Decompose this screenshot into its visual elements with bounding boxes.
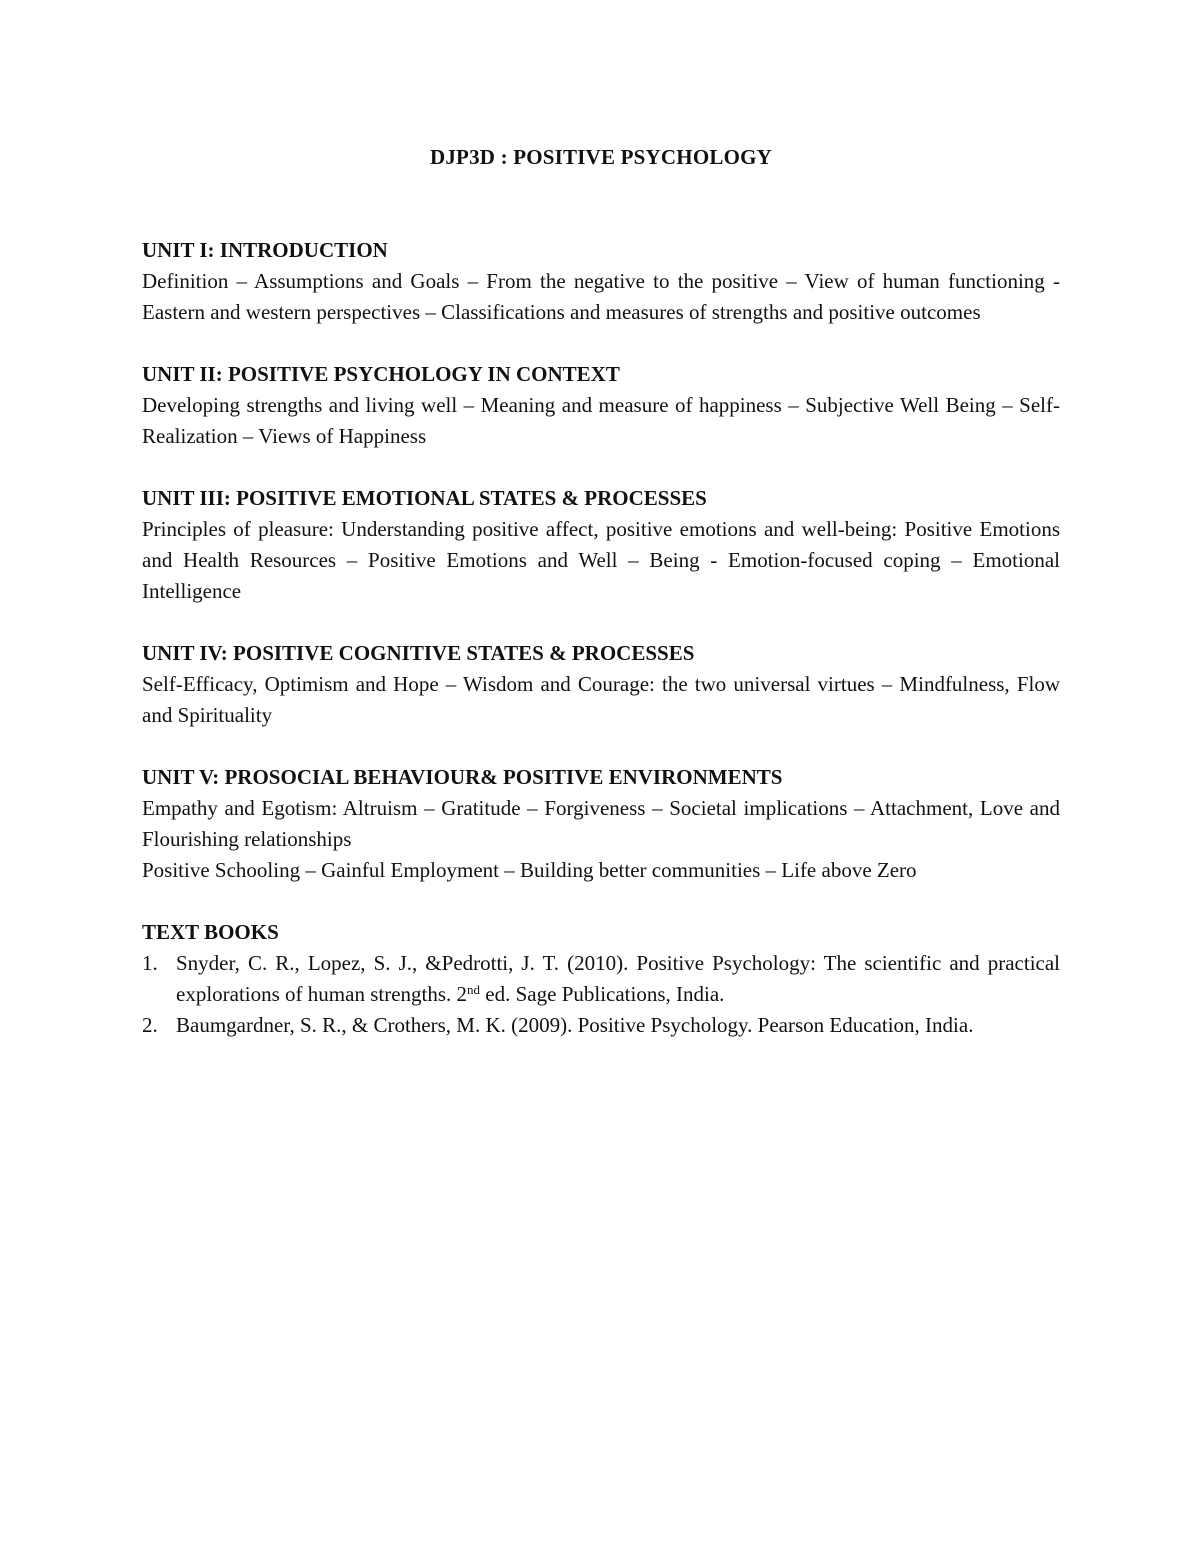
unit-heading: UNIT IV: POSITIVE COGNITIVE STATES & PROCESSES <box>142 641 695 665</box>
unit-description-continued: Positive Schooling – Gainful Employment – Building better communities – Life above Zero <box>142 858 917 882</box>
unit-description: Empathy and Egotism: Altruism – Gratitude – Forgiveness – Societal implications – Attachment, Love and Flourishing relationships <box>142 796 1060 851</box>
list-number: 1. <box>142 951 158 975</box>
book-reference <box>142 948 1060 1010</box>
units-section <box>142 235 1060 1072</box>
unit-5 <box>142 762 1060 886</box>
unit-heading: UNIT I: INTRODUCTION <box>142 238 388 262</box>
book-reference <box>142 1010 1060 1041</box>
unit-heading: UNIT V: PROSOCIAL BEHAVIOUR& POSITIVE ENVIRONMENTS <box>142 765 783 789</box>
text-books-heading: TEXT BOOKS <box>142 920 279 944</box>
list-number: 2. <box>142 1013 158 1037</box>
unit-2 <box>142 359 1060 452</box>
unit-heading: UNIT II: POSITIVE PSYCHOLOGY IN CONTEXT <box>142 362 620 386</box>
unit-1 <box>142 235 1060 328</box>
unit-heading: UNIT III: POSITIVE EMOTIONAL STATES & PROCESSES <box>142 486 707 510</box>
edition-superscript: nd <box>467 982 481 997</box>
reference-text: Baumgardner, S. R., & Crothers, M. K. (2009). Positive Psychology. Pearson Education, India. <box>176 1013 974 1037</box>
unit-4 <box>142 638 1060 731</box>
page-title: DJP3D : POSITIVE PSYCHOLOGY <box>429 145 772 169</box>
reference-text: Snyder, C. R., Lopez, S. J., &Pedrotti, J. T. (2010). Positive Psychology: The scientific and practical explorations of human strengths. 2 <box>176 951 1060 1006</box>
unit-description: Definition – Assumptions and Goals – From the negative to the positive – View of human functioning - Eastern and western perspectives – Classifications and measures of strengths and positive outcomes <box>142 269 1060 324</box>
unit-description: Developing strengths and living well – Meaning and measure of happiness – Subjective Well Being – Self-Realization – Views of Happiness <box>142 393 1060 448</box>
unit-description: Principles of pleasure: Understanding positive affect, positive emotions and well-being: Positive Emotions and Health Resources – Positive Emotions and Well – Being - Emotion-focused coping – Emotional Intelligence <box>142 517 1060 603</box>
unit-description: Self-Efficacy, Optimism and Hope – Wisdom and Courage: the two universal virtues – Mindfulness, Flow and Spirituality <box>142 672 1060 727</box>
text-books-section <box>142 917 1060 1041</box>
unit-3 <box>142 483 1060 607</box>
text-books-list <box>142 948 1060 1041</box>
reference-text-end: ed. Sage Publications, India. <box>480 982 725 1006</box>
